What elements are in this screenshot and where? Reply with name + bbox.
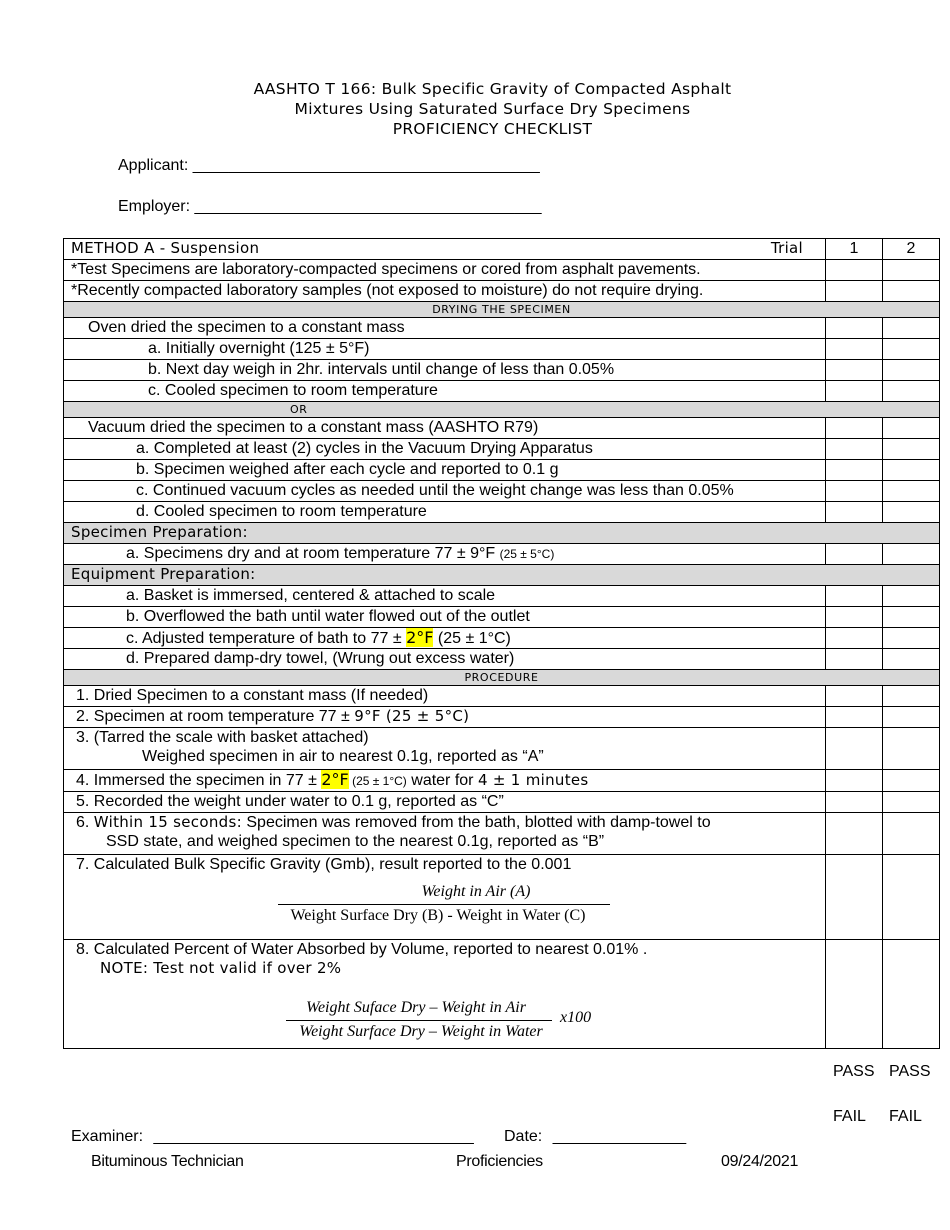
employer-field <box>118 198 542 216</box>
trial-1-cell[interactable] <box>826 281 883 302</box>
table-row <box>64 649 940 670</box>
date-label: Date: <box>504 1128 543 1145</box>
employer-line[interactable]: _______________________________________ <box>194 198 542 215</box>
absorption-multiplier: x100 <box>560 1009 592 1026</box>
footer-date: 09/24/2021 <box>721 1153 799 1170</box>
trial-2-cell[interactable] <box>883 855 940 940</box>
equipment-item-c <box>64 628 826 649</box>
table-row <box>64 502 940 523</box>
date-line[interactable]: _______________ <box>552 1128 687 1145</box>
step-8-note: NOTE: Test not valid if over 2% <box>100 959 342 977</box>
table-row <box>64 318 940 339</box>
step-4-highlight: 2°F <box>321 770 349 789</box>
table-row <box>64 607 940 628</box>
trial-2-cell[interactable] <box>883 439 940 460</box>
vacuum-item-d: d. Cooled specimen to room temperature <box>64 502 826 523</box>
table-row <box>64 481 940 502</box>
gmb-numerator: Weight in Air (A) <box>421 883 531 900</box>
procedure-step-7 <box>64 855 826 940</box>
pass-trial-1[interactable]: PASS <box>833 1063 875 1080</box>
trial-1-cell[interactable] <box>826 544 883 565</box>
trial-2-cell[interactable] <box>883 728 940 770</box>
trial-1-cell[interactable] <box>826 728 883 770</box>
table-row <box>64 586 940 607</box>
footer-center: Proficiencies <box>456 1153 543 1170</box>
table-row <box>64 813 940 855</box>
trial-2-cell[interactable] <box>883 318 940 339</box>
trial-2-cell[interactable] <box>883 813 940 855</box>
oven-item-c: c. Cooled specimen to room temperature <box>64 381 826 402</box>
trial-1-cell[interactable] <box>826 628 883 649</box>
absorption-numerator: Weight Suface Dry – Weight in Air <box>306 999 526 1016</box>
trial-2-cell[interactable] <box>883 770 940 792</box>
title-line-2: Mixtures Using Saturated Surface Dry Specimens <box>294 100 691 118</box>
step-7-text: 7. Calculated Bulk Specific Gravity (Gmb), result reported to the 0.001 <box>76 856 572 873</box>
spec-a-celsius: (25 ± 5°C) <box>499 547 555 561</box>
trial-1-cell[interactable] <box>826 260 883 281</box>
pass-trial-2[interactable]: PASS <box>889 1063 931 1080</box>
trial-2-header: 2 <box>883 239 940 260</box>
date-field <box>504 1128 686 1146</box>
oven-dried-item: Oven dried the specimen to a constant mass <box>64 318 826 339</box>
table-row <box>64 686 940 707</box>
trial-1-cell[interactable] <box>826 649 883 670</box>
table-row <box>64 281 940 302</box>
table-row <box>64 339 940 360</box>
title-line-3: PROFICIENCY CHECKLIST <box>392 120 593 138</box>
trial-1-cell[interactable] <box>826 586 883 607</box>
band-row <box>64 302 940 318</box>
trial-1-cell[interactable] <box>826 792 883 813</box>
oven-item-a: a. Initially overnight (125 ± 5°F) <box>64 339 826 360</box>
trial-1-cell[interactable] <box>826 381 883 402</box>
trial-1-cell[interactable] <box>826 686 883 707</box>
step-4-water: water for <box>406 772 478 789</box>
trial-1-cell[interactable] <box>826 360 883 381</box>
trial-2-cell[interactable] <box>883 339 940 360</box>
trial-1-cell[interactable] <box>826 770 883 792</box>
step-4-minutes: 4 ± 1 minutes <box>477 771 589 789</box>
step-6-number: 6. <box>76 814 94 831</box>
absorption-fraction-bar <box>286 1020 552 1021</box>
title-line-1: AASHTO T 166: Bulk Specific Gravity of Compacted Asphalt <box>253 80 732 98</box>
trial-2-cell[interactable] <box>883 418 940 439</box>
equip-c-celsius: (25 ± 1°C) <box>433 630 511 647</box>
method-header <box>64 239 826 260</box>
fail-trial-1[interactable]: FAIL <box>833 1108 866 1125</box>
employer-label: Employer: <box>118 198 191 215</box>
trial-1-cell[interactable] <box>826 481 883 502</box>
method-label: METHOD A - Suspension <box>71 239 260 257</box>
procedure-step-4 <box>64 770 826 792</box>
trial-2-cell[interactable] <box>883 792 940 813</box>
procedure-step-1: 1. Dried Specimen to a constant mass (If needed) <box>64 686 826 707</box>
procedure-step-2 <box>64 707 826 728</box>
vacuum-item-b: b. Specimen weighed after each cycle and reported to 0.1 g <box>64 460 826 481</box>
trial-2-cell[interactable] <box>883 940 940 1049</box>
table-row <box>64 439 940 460</box>
drying-band: DRYING THE SPECIMEN <box>64 302 940 318</box>
step-2-text: 2. Specimen at room temperature 77 ± <box>76 708 355 725</box>
gmb-fraction-bar <box>278 904 610 905</box>
applicant-line[interactable]: _______________________________________ <box>192 157 540 174</box>
checklist-table <box>63 238 940 1049</box>
trial-2-cell[interactable] <box>883 460 940 481</box>
trial-2-cell[interactable] <box>883 586 940 607</box>
note-1: *Test Specimens are laboratory-compacted specimens or cored from asphalt pavements. <box>64 260 826 281</box>
vacuum-item-c: c. Continued vacuum cycles as needed until the weight change was less than 0.05% <box>64 481 826 502</box>
step-4-celsius: (25 ± 1°C) <box>348 774 407 788</box>
procedure-step-8 <box>64 940 826 1049</box>
section-row <box>64 565 940 586</box>
trial-2-cell[interactable] <box>883 360 940 381</box>
examiner-field <box>71 1128 474 1146</box>
procedure-step-3 <box>64 728 826 770</box>
table-row <box>64 792 940 813</box>
equipment-item-b: b. Overflowed the bath until water flowed out of the outlet <box>64 607 826 628</box>
trial-1-cell[interactable] <box>826 813 883 855</box>
trial-1-cell[interactable] <box>826 502 883 523</box>
trial-1-cell[interactable] <box>826 339 883 360</box>
trial-1-cell[interactable] <box>826 855 883 940</box>
step-6-text: Specimen was removed from the bath, blotted with damp-towel to <box>241 814 711 831</box>
equip-c-highlight: 2°F <box>406 628 434 647</box>
specimen-preparation-heading: Specimen Preparation: <box>64 523 940 544</box>
trial-2-cell[interactable] <box>883 686 940 707</box>
section-row <box>64 523 940 544</box>
band-row <box>64 402 940 418</box>
table-row <box>64 628 940 649</box>
table-row <box>64 381 940 402</box>
examiner-line[interactable]: ____________________________________ <box>153 1128 474 1145</box>
applicant-label: Applicant: <box>118 157 189 174</box>
trial-1-cell[interactable] <box>826 439 883 460</box>
trial-2-cell[interactable] <box>883 481 940 502</box>
equipment-item-d: d. Prepared damp-dry towel, (Wrung out excess water) <box>64 649 826 670</box>
gmb-formula <box>266 874 686 926</box>
note-2: *Recently compacted laboratory samples (not exposed to moisture) do not require drying. <box>64 281 826 302</box>
trial-1-cell[interactable] <box>826 318 883 339</box>
trial-1-cell[interactable] <box>826 707 883 728</box>
trial-1-header: 1 <box>826 239 883 260</box>
table-row <box>64 940 940 1049</box>
footer-left: Bituminous Technician <box>91 1153 244 1170</box>
trial-label: Trial <box>770 239 803 257</box>
procedure-step-6 <box>64 813 826 855</box>
procedure-step-5: 5. Recorded the weight under water to 0.1 g, reported as “C” <box>64 792 826 813</box>
equipment-item-a: a. Basket is immersed, centered & attached to scale <box>64 586 826 607</box>
step-3-line-2: Weighed specimen in air to nearest 0.1g, reported as “A” <box>142 748 544 765</box>
table-row <box>64 460 940 481</box>
table-row <box>64 360 940 381</box>
trial-2-cell[interactable] <box>883 502 940 523</box>
table-row <box>64 728 940 770</box>
vacuum-dried-item: Vacuum dried the specimen to a constant mass (AASHTO R79) <box>64 418 826 439</box>
equipment-preparation-heading: Equipment Preparation: <box>64 565 940 586</box>
table-row <box>64 418 940 439</box>
table-row <box>64 239 940 260</box>
trial-1-cell[interactable] <box>826 940 883 1049</box>
trial-1-cell[interactable] <box>826 607 883 628</box>
oven-item-b: b. Next day weigh in 2hr. intervals until change of less than 0.05% <box>64 360 826 381</box>
table-row <box>64 855 940 940</box>
step-6-line-2: SSD state, and weighed specimen to the nearest 0.1g, reported as “B” <box>106 833 605 850</box>
applicant-field <box>118 157 540 175</box>
trial-2-cell[interactable] <box>883 544 940 565</box>
spec-a-text: a. Specimens dry and at room temperature 77 ± 9°F <box>126 545 500 562</box>
gmb-denominator: Weight Surface Dry (B) - Weight in Water (C) <box>290 907 586 924</box>
procedure-band: PROCEDURE <box>64 670 940 686</box>
table-row <box>64 260 940 281</box>
equip-c-text: c. Adjusted temperature of bath to 77 ± <box>126 630 407 647</box>
step-4-text: 4. Immersed the specimen in 77 ± <box>76 772 322 789</box>
trial-1-cell[interactable] <box>826 418 883 439</box>
step-2-temp: 9°F (25 ± 5°C) <box>354 707 470 725</box>
trial-2-cell[interactable] <box>883 607 940 628</box>
trial-2-cell[interactable] <box>883 381 940 402</box>
table-row <box>64 707 940 728</box>
trial-2-cell[interactable] <box>883 260 940 281</box>
vacuum-item-a: a. Completed at least (2) cycles in the Vacuum Drying Apparatus <box>64 439 826 460</box>
absorption-denominator: Weight Surface Dry – Weight in Water <box>299 1023 543 1040</box>
specimen-prep-item-a <box>64 544 826 565</box>
trial-2-cell[interactable] <box>883 281 940 302</box>
trial-2-cell[interactable] <box>883 649 940 670</box>
examiner-label: Examiner: <box>71 1128 144 1145</box>
band-row <box>64 670 940 686</box>
trial-2-cell[interactable] <box>883 707 940 728</box>
absorption-formula <box>276 990 736 1042</box>
trial-2-cell[interactable] <box>883 628 940 649</box>
table-row <box>64 770 940 792</box>
step-3-line-1: 3. (Tarred the scale with basket attached) <box>76 729 369 746</box>
step-6-time: Within 15 seconds: <box>93 813 242 831</box>
table-row <box>64 544 940 565</box>
or-band: OR <box>64 402 940 418</box>
trial-1-cell[interactable] <box>826 460 883 481</box>
step-8-text: 8. Calculated Percent of Water Absorbed by Volume, reported to nearest 0.01% . <box>76 941 648 958</box>
fail-trial-2[interactable]: FAIL <box>889 1108 922 1125</box>
